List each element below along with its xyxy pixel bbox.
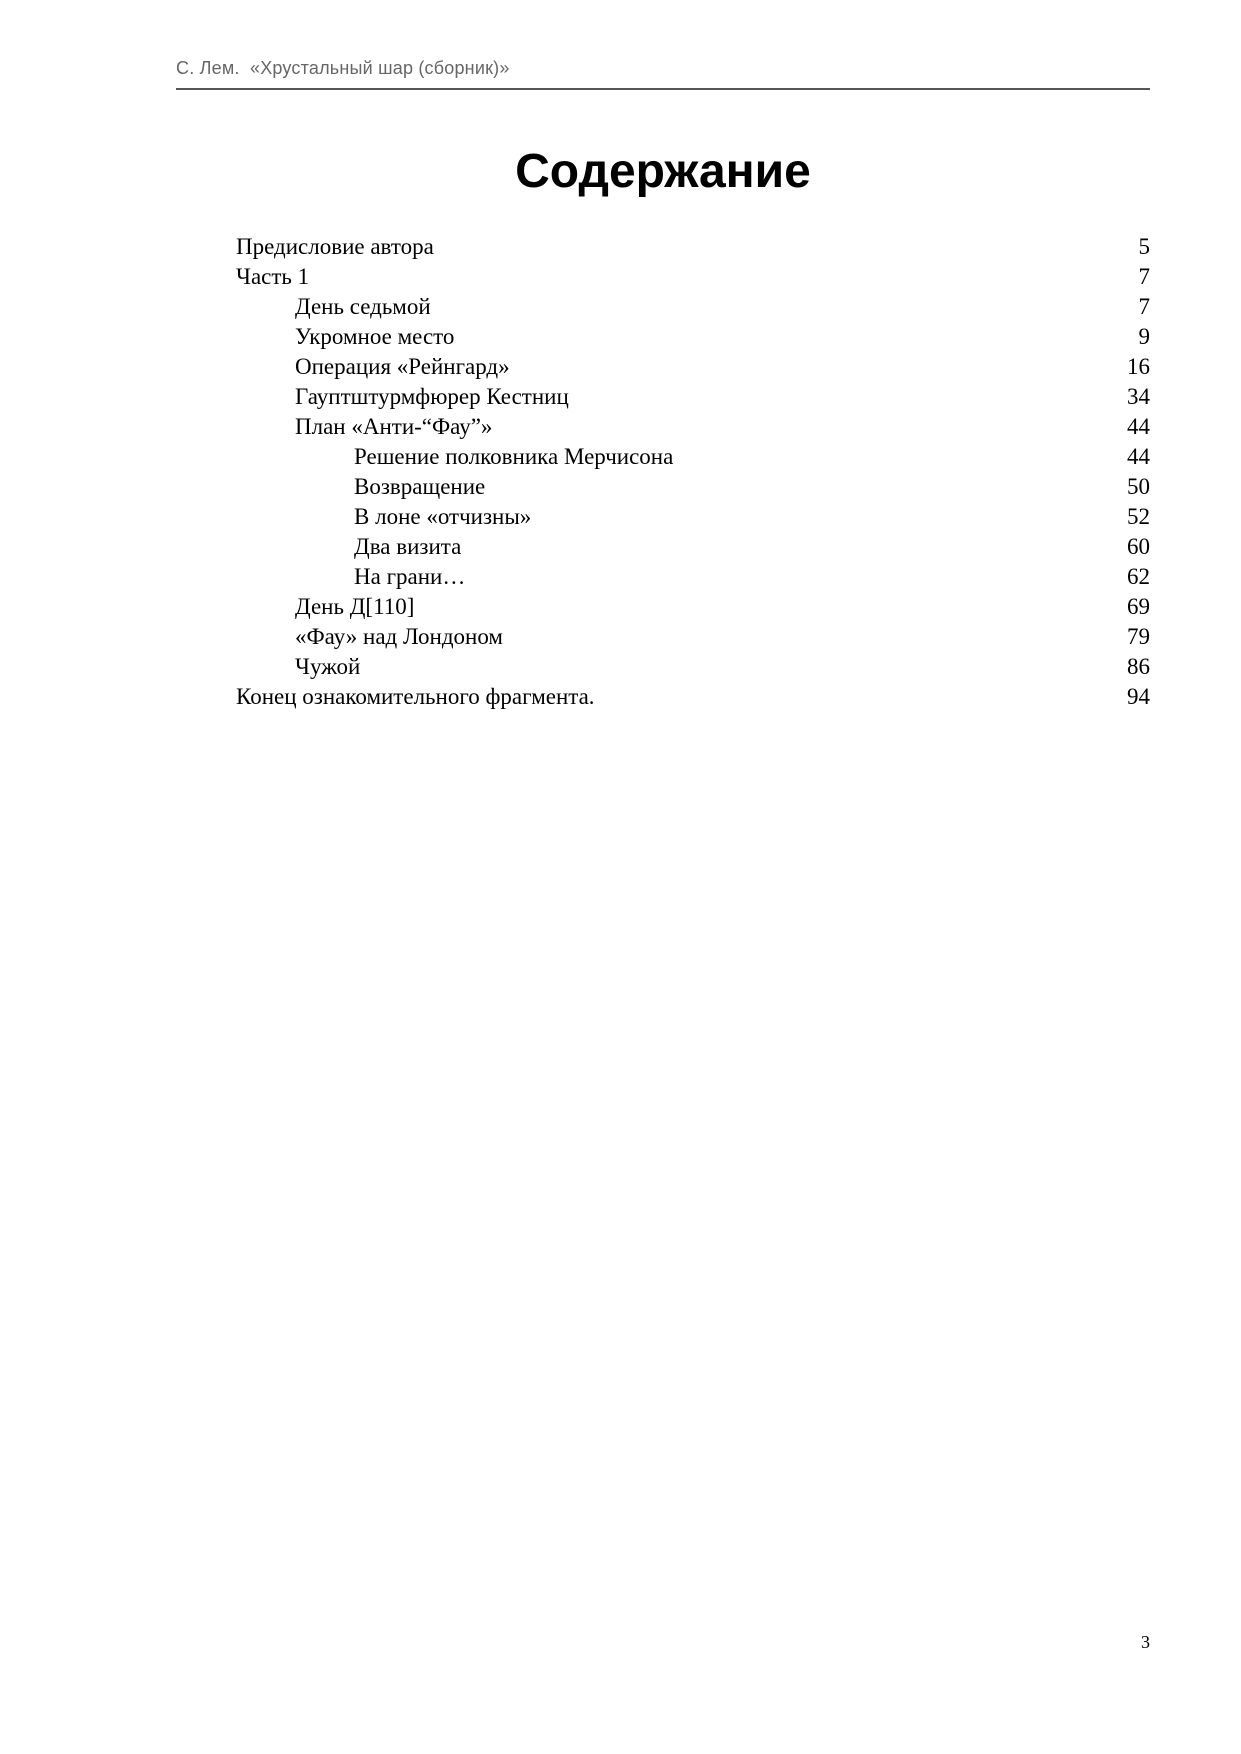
page-number: 3: [1141, 1632, 1150, 1652]
toc-entry-page: 7: [1138, 264, 1150, 289]
toc-entry[interactable]: [236, 232, 1150, 262]
toc-entry-page: 44: [1127, 414, 1150, 439]
toc-entry[interactable]: [236, 382, 1150, 412]
toc-entry-title[interactable]: План «Анти-“Фау”»: [295, 414, 493, 439]
toc-entry[interactable]: [236, 682, 1150, 712]
toc-entry[interactable]: [236, 292, 1150, 322]
toc-entry-page: 79: [1127, 624, 1150, 649]
toc-entry-page: 44: [1127, 444, 1150, 469]
toc-entry[interactable]: [236, 442, 1150, 472]
toc-entry[interactable]: [236, 322, 1150, 352]
toc-entry-page: 60: [1127, 534, 1150, 559]
toc-entry-title[interactable]: Решение полковника Мерчисона: [354, 444, 674, 469]
toc-entry-title[interactable]: Укромное место: [295, 324, 455, 349]
toc-entry-title[interactable]: Часть 1: [236, 264, 310, 289]
toc-entry[interactable]: [236, 502, 1150, 532]
toc-entry-page: 62: [1127, 564, 1150, 589]
toc-entry-page: 86: [1127, 654, 1150, 679]
toc-entry-title[interactable]: Чужой: [295, 654, 361, 679]
toc-entry[interactable]: [236, 622, 1150, 652]
toc-entry-page: 16: [1127, 354, 1150, 379]
running-header: С. Лем. «Хрустальный шар (сборник)»: [176, 58, 510, 78]
toc-entry-title[interactable]: Гауптштурмфюрер Кестниц: [295, 384, 569, 409]
toc-entry-title[interactable]: Возвращение: [354, 474, 486, 499]
toc-entry[interactable]: [236, 562, 1150, 592]
toc-entry[interactable]: [236, 412, 1150, 442]
toc-entry-title[interactable]: Два визита: [354, 534, 462, 559]
toc-entry[interactable]: [236, 262, 1150, 292]
toc-entry-title[interactable]: В лоне «отчизны»: [354, 504, 532, 529]
header-divider: [176, 88, 1150, 90]
toc-entry-title[interactable]: Операция «Рейнгард»: [295, 354, 510, 379]
toc-entry[interactable]: [236, 532, 1150, 562]
toc-entry-page: 9: [1138, 324, 1150, 349]
toc-entry-page: 5: [1138, 234, 1150, 259]
table-of-contents: [236, 232, 1150, 712]
toc-entry[interactable]: [236, 652, 1150, 682]
toc-entry-title[interactable]: Предисловие автора: [236, 234, 434, 259]
toc-entry[interactable]: [236, 472, 1150, 502]
toc-entry-title[interactable]: Конец ознакомительного фрагмента.: [236, 684, 595, 709]
toc-entry[interactable]: [236, 352, 1150, 382]
toc-entry-page: 7: [1138, 294, 1150, 319]
toc-entry-page: 69: [1127, 594, 1150, 619]
toc-entry-title[interactable]: На грани…: [354, 564, 466, 589]
page-title: Содержание: [515, 145, 811, 198]
toc-entry-title[interactable]: День Д[110]: [295, 594, 415, 619]
toc-entry-page: 50: [1127, 474, 1150, 499]
toc-entry-title[interactable]: «Фау» над Лондоном: [295, 624, 503, 649]
toc-entry-page: 94: [1127, 684, 1150, 709]
toc-entry[interactable]: [236, 592, 1150, 622]
toc-entry-page: 52: [1127, 504, 1150, 529]
toc-entry-page: 34: [1127, 384, 1150, 409]
toc-entry-title[interactable]: День седьмой: [295, 294, 431, 319]
